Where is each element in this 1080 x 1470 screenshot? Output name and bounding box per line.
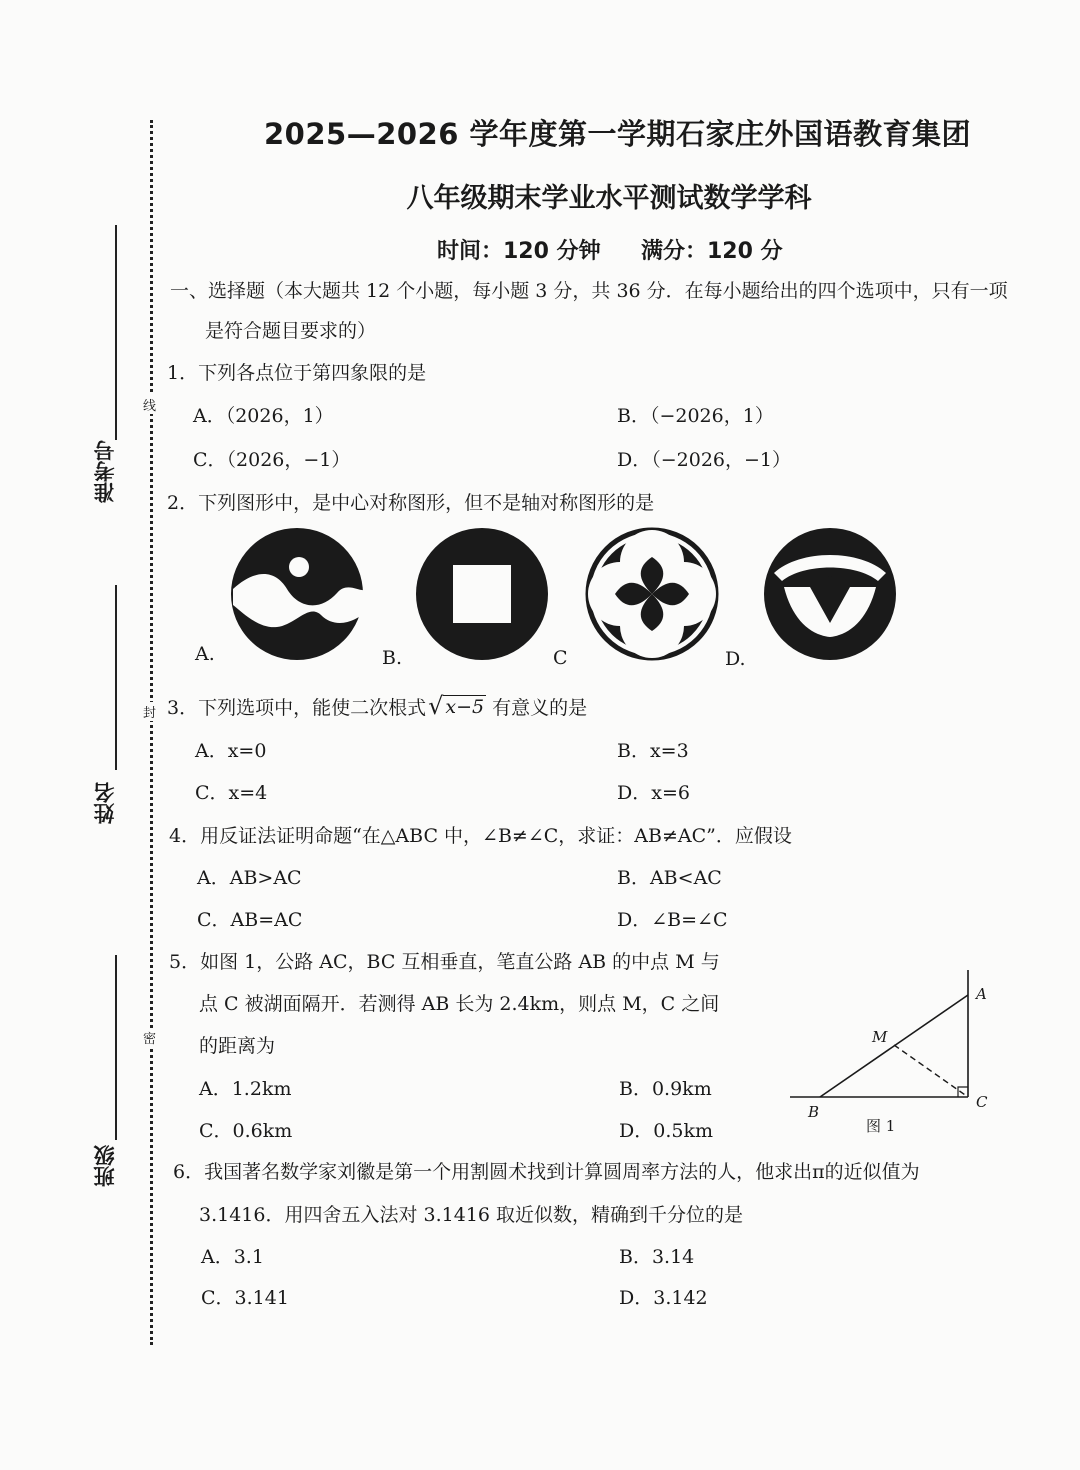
question-2-label-a: A. [195, 643, 215, 665]
question-5-option-a: A．1.2km [199, 1078, 292, 1100]
question-2-figure-a [225, 527, 370, 662]
exam-full-score: 满分：120 分 [641, 239, 783, 264]
question-5-option-b: B．0.9km [619, 1078, 712, 1100]
exam-title-line2: 八年级期末学业水平测试数学学科 [406, 183, 812, 214]
question-4-stem: 4．用反证法证明命题“在△ABC 中，∠B≠∠C，求证：AB≠AC”．应假设 [169, 825, 792, 847]
question-2-label-c: C [553, 647, 568, 669]
question-2-figure-d [760, 527, 900, 662]
point-b-label: B [808, 1103, 820, 1121]
exam-title-line1: 2025—2026 学年度第一学期石家庄外国语教育集团 [263, 117, 972, 151]
name-underline [115, 585, 117, 770]
question-5-stem-line1: 5．如图 1，公路 AC，BC 互相垂直，笔直公路 AB 的中点 M 与 [169, 951, 720, 973]
sqrt-sign: √ [428, 692, 444, 720]
question-4-option-b: B．AB<AC [617, 867, 722, 889]
point-a-label: A [976, 985, 987, 1003]
question-4-option-a: A．AB>AC [197, 867, 302, 889]
question-3-radicand: x−5 [445, 695, 485, 718]
question-2-label-b: B. [382, 647, 403, 669]
question-6-stem-line2: 3.1416．用四舍五入法对 3.1416 取近似数，精确到千分位的是 [199, 1204, 744, 1226]
question-5-option-d: D．0.5km [619, 1120, 713, 1142]
question-5-stem-line3: 的距离为 [199, 1035, 276, 1057]
class-underline [115, 955, 117, 1140]
figure-1-caption: 图 1 [866, 1117, 896, 1135]
question-4-option-c: C．AB=AC [197, 909, 303, 931]
question-1-option-c: C．（2026，−1） [193, 449, 351, 471]
question-5-stem-line2: 点 C 被湖面隔开．若测得 AB 长为 2.4km，则点 M，C 之间 [199, 993, 720, 1015]
question-2-stem: 2．下列图形中，是中心对称图形，但不是轴对称图形的是 [167, 492, 655, 514]
question-4-option-d: D．∠B=∠C [617, 909, 728, 931]
exam-no-label: 准考号 [93, 440, 117, 503]
right-angle-mark [958, 1087, 968, 1097]
question-1-option-b: B．（−2026，1） [617, 405, 774, 427]
mc-dashed-line [894, 1045, 968, 1097]
class-label: 班级 [93, 1145, 117, 1187]
question-2-figure-b [415, 527, 550, 662]
question-3-option-d: D．x=6 [617, 782, 690, 804]
question-6-option-b: B．3.14 [619, 1246, 695, 1268]
seal-line-char: 线 [143, 395, 156, 414]
section-heading-line1: 一、选择题（本大题共 12 个小题，每小题 3 分，共 36 分．在每小题给出的四个选项中，只有一项 [170, 280, 1008, 302]
question-3-stem-pre: 3．下列选项中，能使二次根式 [167, 696, 427, 719]
question-1-option-d: D．（−2026，−1） [617, 449, 792, 471]
question-2-figure-c [585, 527, 720, 662]
question-3-option-b: B．x=3 [617, 740, 689, 762]
question-6-stem-line1: 6．我国著名数学家刘徽是第一个用割圆术找到计算圆周率方法的人，他求出π的近似值为 [173, 1161, 920, 1183]
seal-mi-char: 密 [143, 1028, 156, 1047]
binding-dotted-line [150, 120, 153, 1345]
question-1-stem: 1．下列各点位于第四象限的是 [167, 362, 427, 384]
question-3-option-c: C．x=4 [195, 782, 268, 804]
exam-time: 时间：120 分钟 [437, 239, 601, 264]
question-3-stem-post: 有意义的是 [492, 696, 588, 719]
question-6-option-a: A．3.1 [201, 1246, 264, 1268]
question-6-option-d: D．3.142 [619, 1287, 708, 1309]
section-heading-line2: 是符合题目要求的） [205, 320, 377, 342]
question-1-option-a: A．（2026，1） [193, 405, 334, 427]
question-3-option-a: A．x=0 [195, 740, 267, 762]
point-m-label: M [872, 1028, 888, 1046]
seal-feng-char: 封 [143, 702, 156, 721]
question-2-label-d: D. [725, 648, 746, 670]
exam-no-underline [115, 225, 117, 440]
point-c-label: C [976, 1093, 988, 1111]
name-label: 姓名 [93, 782, 117, 824]
question-3-stem [167, 692, 587, 720]
question-5-option-c: C．0.6km [199, 1120, 293, 1142]
question-6-option-c: C．3.141 [201, 1287, 289, 1309]
